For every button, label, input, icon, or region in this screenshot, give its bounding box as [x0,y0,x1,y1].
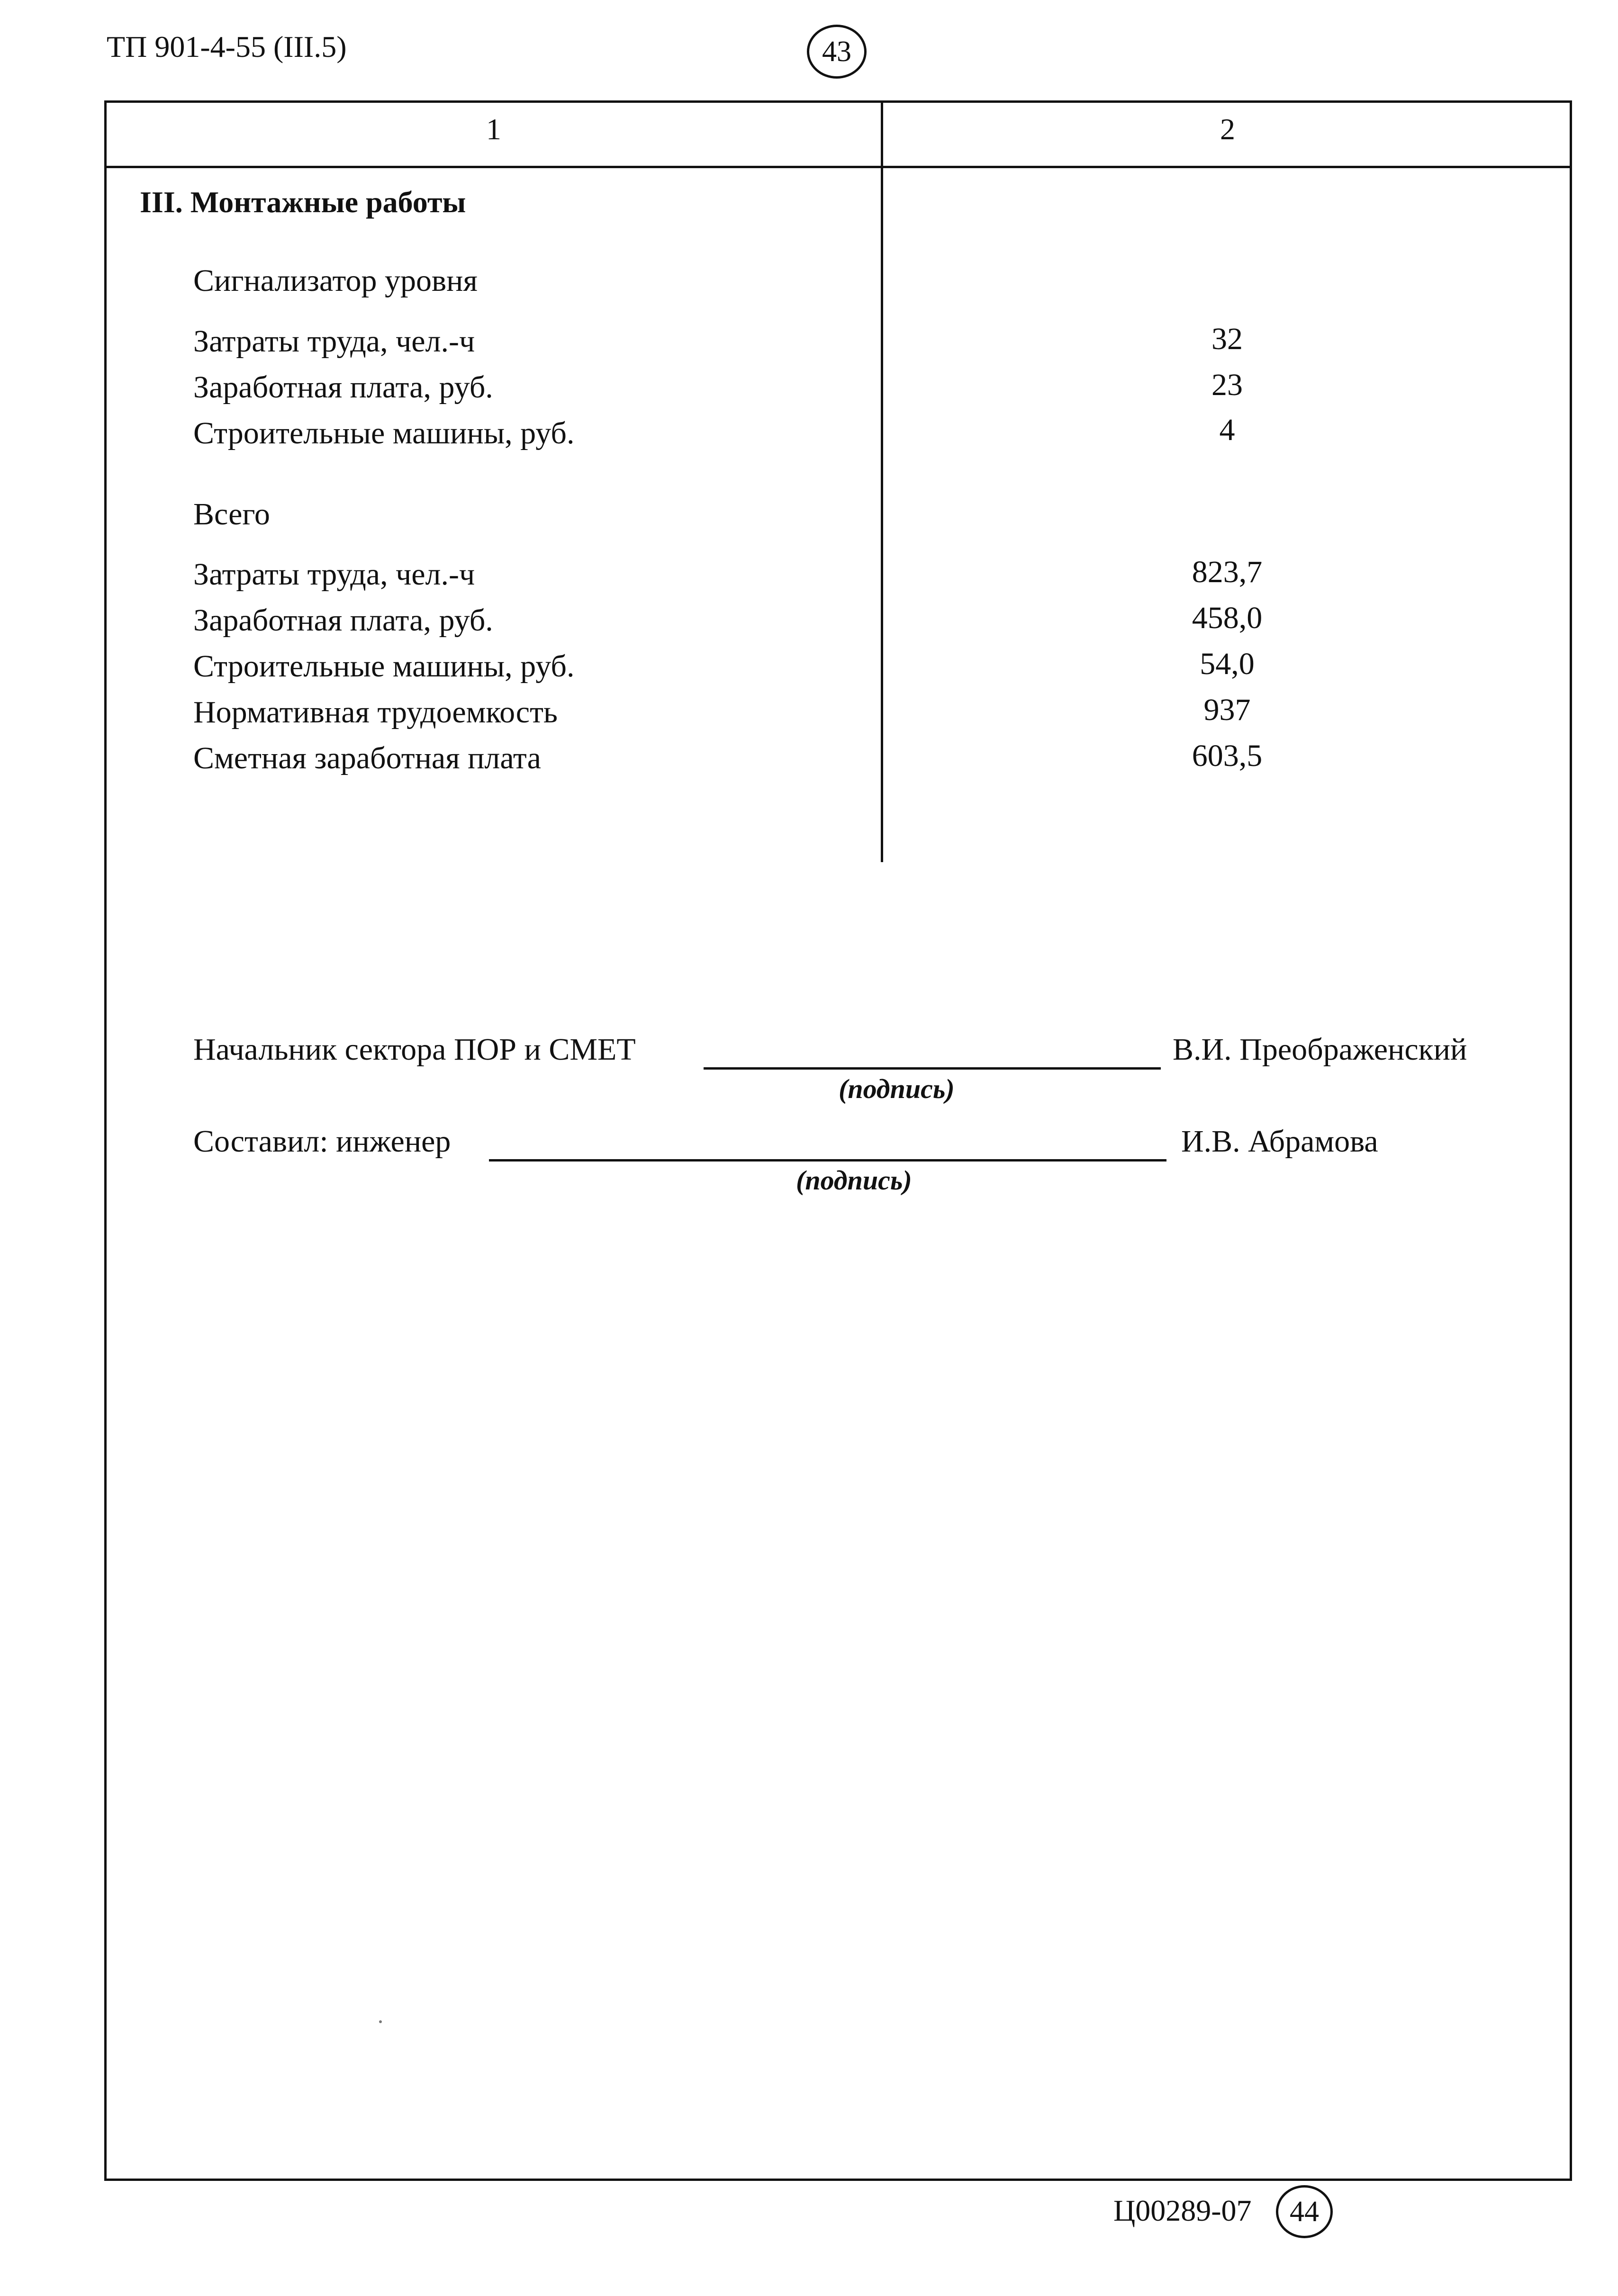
section-title: III. Монтажные работы [140,185,466,219]
row-value: 4 [1219,413,1235,447]
row-value: 54,0 [1200,647,1255,681]
row-value: 458,0 [1192,601,1263,635]
row-label: Нормативная трудоемкость [193,695,558,729]
row-value: 937 [1203,693,1251,727]
row-label: Заработная плата, руб. [193,370,493,405]
signature-caption-1: (подпись) [839,1073,955,1104]
row-label: Строительные машины, руб. [193,416,575,450]
row-value: 603,5 [1192,738,1263,773]
signature-name-2: И.В. Абрамова [1181,1124,1378,1159]
column-header-1: 1 [486,112,501,146]
row-value: 823,7 [1192,555,1263,589]
group-title-total: Всего [193,497,270,531]
column-header-2: 2 [1220,112,1235,146]
page-number-top: 43 [807,25,867,79]
row-label: Сметная заработная плата [193,741,541,775]
row-label: Затраты труда, чел.-ч [193,324,475,359]
table-column-divider [881,100,883,862]
signature-line-2 [489,1159,1166,1162]
signature-role-2: Составил: инженер [193,1124,451,1159]
signature-caption-2: (подпись) [796,1165,912,1196]
document-code: ТП 901-4-55 (III.5) [107,30,347,63]
signature-line-1 [704,1067,1161,1070]
row-value: 32 [1211,322,1243,356]
scan-speck [379,2020,382,2023]
signature-role-1: Начальник сектора ПОР и СМЕТ [193,1032,636,1067]
table-header-divider [104,166,1572,168]
group-title-level-signaler: Сигнализатор уровня [193,263,478,298]
row-label: Затраты труда, чел.-ч [193,557,475,592]
row-label: Заработная плата, руб. [193,603,493,638]
row-value: 23 [1211,368,1243,402]
page-number-bottom: 44 [1276,2185,1333,2238]
signature-name-1: В.И. Преображенский [1173,1032,1467,1067]
row-label: Строительные машины, руб. [193,649,575,684]
footer-code: Ц00289-07 [1113,2194,1252,2227]
